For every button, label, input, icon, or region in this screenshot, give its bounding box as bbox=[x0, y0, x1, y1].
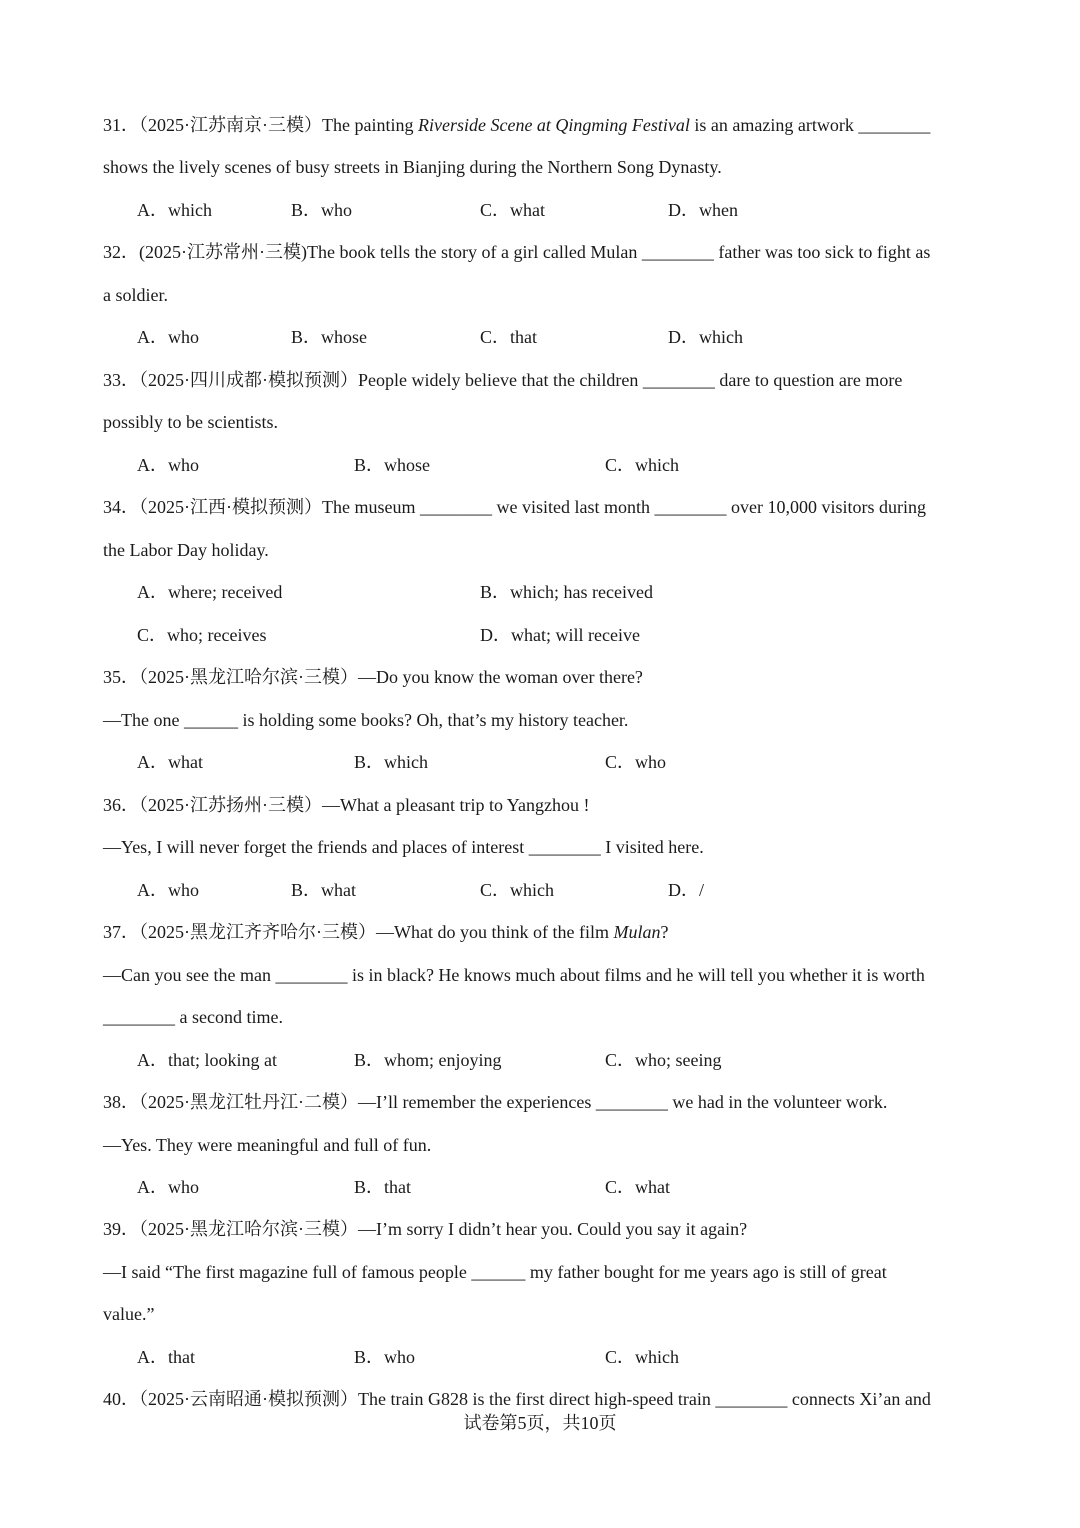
question-38-line-2: —Yes. They were meaningful and full of fun. bbox=[103, 1135, 432, 1155]
q39-option-b[interactable]: B．who bbox=[354, 1347, 416, 1367]
q39-option-c[interactable]: C．which bbox=[605, 1347, 679, 1367]
question-32-line-1: 32．(2025·江苏常州·三模)The book tells the story of a girl called Mulan ________ father was too sick to fight as bbox=[103, 242, 931, 262]
q31-option-d[interactable]: D．when bbox=[668, 200, 738, 220]
q38-option-c[interactable]: C．what bbox=[605, 1177, 670, 1197]
question-31-line-1: 31．（2025·江苏南京·三模）The painting Riverside Scene at Qingming Festival is an amazing artwork ________ bbox=[103, 115, 931, 135]
q36-option-c[interactable]: C．which bbox=[480, 880, 554, 900]
question-31-line-2: shows the lively scenes of busy streets in Bianjing during the Northern Song Dynasty. bbox=[103, 157, 722, 177]
q31-option-a[interactable]: A．which bbox=[137, 200, 212, 220]
question-32-line-2: a soldier. bbox=[103, 285, 168, 305]
q38-option-b[interactable]: B．that bbox=[354, 1177, 411, 1197]
q33-option-b[interactable]: B．whose bbox=[354, 455, 430, 475]
q34-option-b[interactable]: B．which; has received bbox=[480, 582, 653, 602]
q39-option-a[interactable]: A．that bbox=[137, 1347, 195, 1367]
question-37-line-3: ________ a second time. bbox=[103, 1007, 283, 1027]
question-36-line-2: —Yes, I will never forget the friends and places of interest ________ I visited here. bbox=[103, 837, 704, 857]
q33-option-a[interactable]: A．who bbox=[137, 455, 199, 475]
question-35-line-1: 35．（2025·黑龙江哈尔滨·三模）—Do you know the woman over there? bbox=[103, 667, 643, 687]
q34-option-a[interactable]: A．where; received bbox=[137, 582, 283, 602]
q34-option-c[interactable]: C．who; receives bbox=[137, 625, 267, 645]
q37-option-b[interactable]: B．whom; enjoying bbox=[354, 1050, 502, 1070]
painting-title: Riverside Scene at Qingming Festival bbox=[417, 115, 690, 135]
question-33-line-1: 33．（2025·四川成都·模拟预测）People widely believe that the children ________ dare to question are more bbox=[103, 370, 903, 390]
q37-option-c[interactable]: C．who; seeing bbox=[605, 1050, 722, 1070]
question-39-line-1: 39．（2025·黑龙江哈尔滨·三模）—I’m sorry I didn’t hear you. Could you say it again? bbox=[103, 1219, 748, 1239]
q32-option-a[interactable]: A．who bbox=[137, 327, 199, 347]
q36-option-a[interactable]: A．who bbox=[137, 880, 199, 900]
q35-option-a[interactable]: A．what bbox=[137, 752, 203, 772]
q35-option-b[interactable]: B．which bbox=[354, 752, 428, 772]
question-39-line-2: —I said “The first magazine full of famous people ______ my father bought for me years ago is still of great bbox=[103, 1262, 887, 1282]
q32-option-d[interactable]: D．which bbox=[668, 327, 743, 347]
question-33-line-2: possibly to be scientists. bbox=[103, 412, 278, 432]
q34-option-d[interactable]: D．what; will receive bbox=[480, 625, 640, 645]
q31-option-b[interactable]: B．who bbox=[291, 200, 353, 220]
q36-option-d[interactable]: D．/ bbox=[668, 880, 704, 900]
q31-option-c[interactable]: C．what bbox=[480, 200, 545, 220]
question-34-line-2: the Labor Day holiday. bbox=[103, 540, 269, 560]
q37-option-a[interactable]: A．that; looking at bbox=[137, 1050, 277, 1070]
question-37-line-1: 37．（2025·黑龙江齐齐哈尔·三模）—What do you think of the film Mulan? bbox=[103, 922, 669, 942]
q32-option-c[interactable]: C．that bbox=[480, 327, 537, 347]
question-36-line-1: 36．（2025·江苏扬州·三模）—What a pleasant trip to Yangzhou ! bbox=[103, 795, 590, 815]
question-35-line-2: —The one ______ is holding some books? Oh, that’s my history teacher. bbox=[103, 710, 629, 730]
film-title: Mulan bbox=[613, 922, 661, 942]
question-40-line-1: 40．（2025·云南昭通·模拟预测）The train G828 is the first direct high-speed train ________ connects Xi’an and bbox=[103, 1389, 931, 1409]
q32-option-b[interactable]: B．whose bbox=[291, 327, 367, 347]
question-34-line-1: 34．（2025·江西·模拟预测）The museum ________ we visited last month ________ over 10,000 visitors during bbox=[103, 497, 926, 517]
q33-option-c[interactable]: C．which bbox=[605, 455, 679, 475]
q35-option-c[interactable]: C．who bbox=[605, 752, 667, 772]
question-37-line-2: —Can you see the man ________ is in black? He knows much about films and he will tell you whether it is worth bbox=[103, 965, 925, 985]
q38-option-a[interactable]: A．who bbox=[137, 1177, 199, 1197]
q36-option-b[interactable]: B．what bbox=[291, 880, 356, 900]
page-footer: 试卷第5页，共10页 bbox=[463, 1413, 617, 1433]
question-38-line-1: 38．（2025·黑龙江牡丹江·二模）—I’ll remember the experiences ________ we had in the volunteer work. bbox=[103, 1092, 888, 1112]
question-39-line-3: value.” bbox=[103, 1304, 155, 1324]
